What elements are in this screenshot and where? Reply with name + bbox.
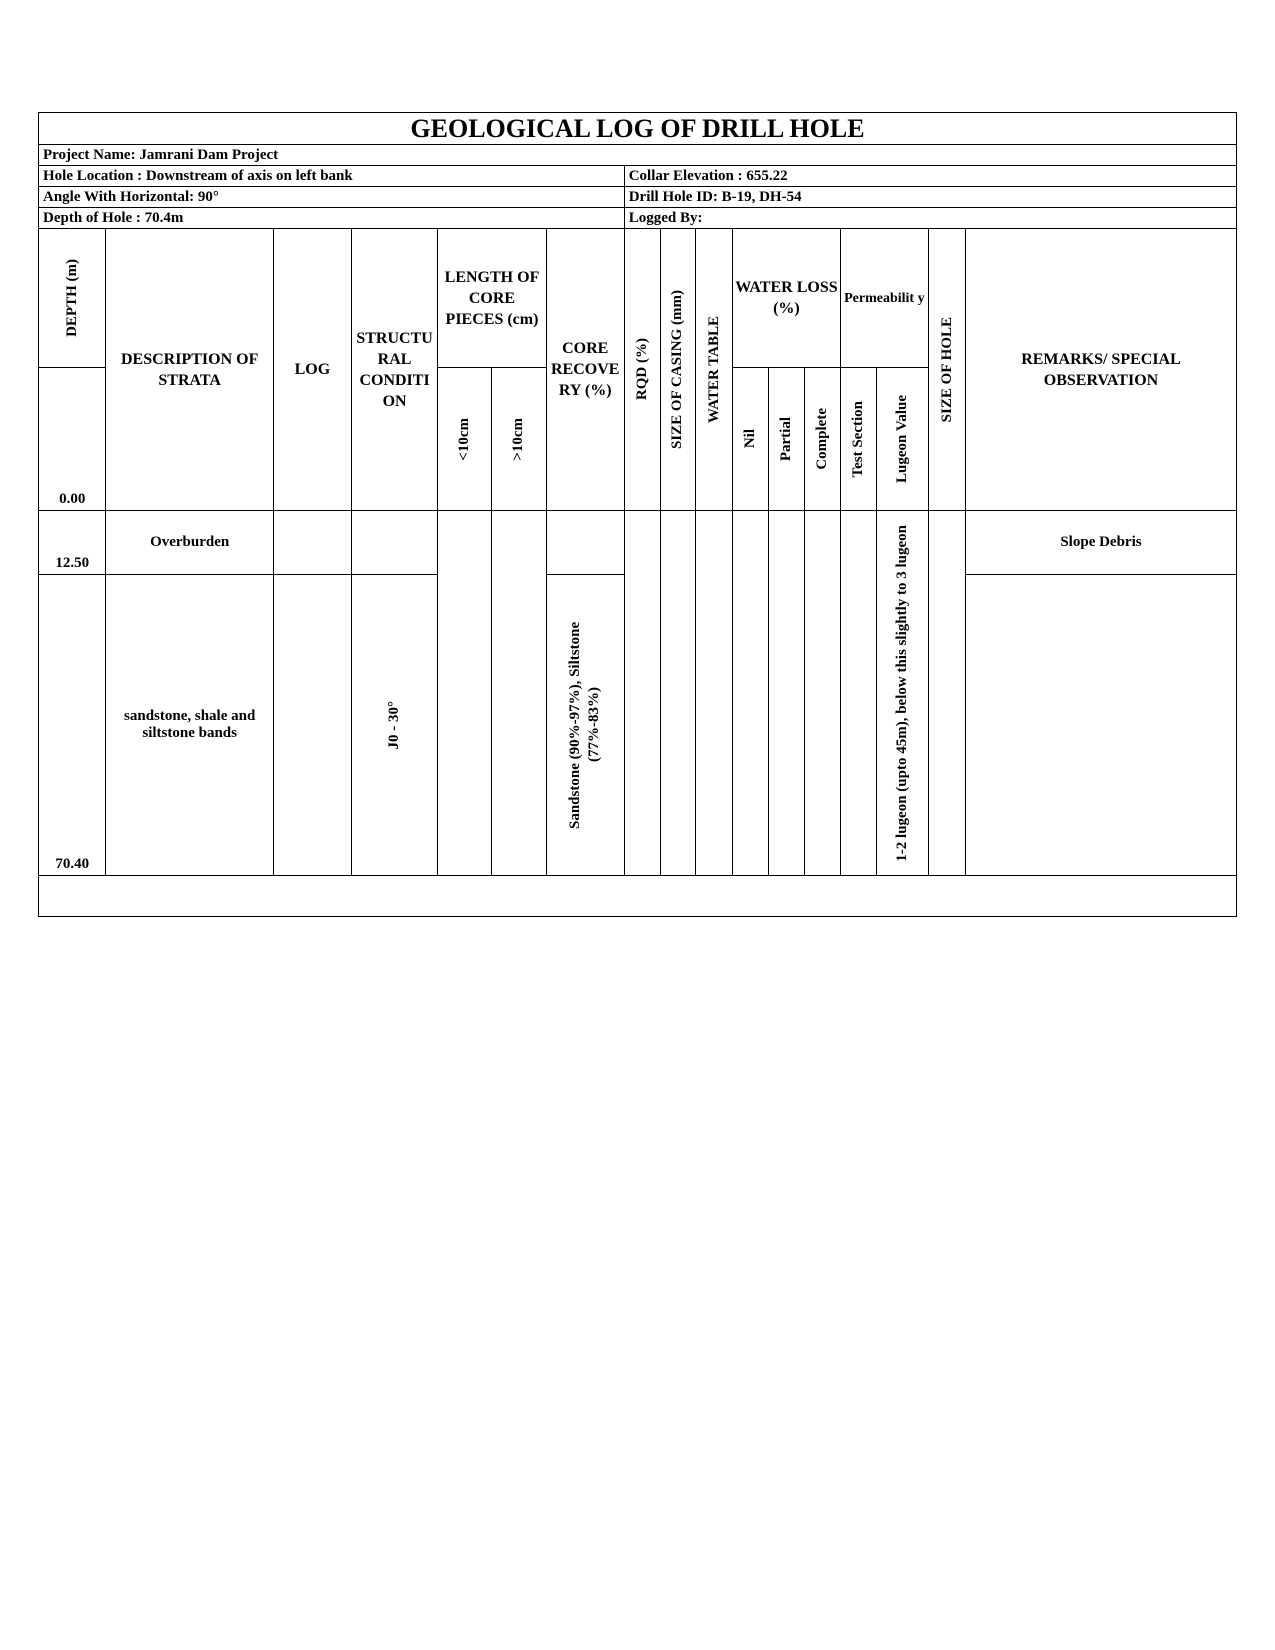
test-section-header	[840, 368, 877, 511]
lt10-header	[438, 368, 492, 511]
log-cell	[273, 575, 351, 876]
permeability-header: Permeabilit y	[840, 229, 928, 368]
structural-condition-value: J0 - 30°	[386, 700, 403, 750]
nil-header-label: Nil	[742, 429, 759, 449]
water-loss-header: WATER LOSS (%)	[733, 229, 840, 368]
logged-by: Logged By:	[624, 208, 1236, 229]
lugeon-value-header-label: Lugeon Value	[894, 395, 911, 483]
angle-with-horizontal: Angle With Horizontal: 90°	[39, 187, 625, 208]
complete-header	[804, 368, 840, 511]
drill-hole-id: Drill Hole ID: B-19, DH-54	[624, 187, 1236, 208]
casing-header	[660, 229, 696, 511]
description-header: DESCRIPTION OF STRATA	[106, 229, 274, 511]
page-title: GEOLOGICAL LOG OF DRILL HOLE	[39, 113, 1237, 145]
gt10-header-label: >10cm	[510, 417, 527, 461]
lt10-header-label: <10cm	[456, 417, 473, 461]
remarks-header: REMARKS/ SPECIAL OBSERVATION	[965, 229, 1236, 511]
log-cell	[273, 511, 351, 575]
size-of-hole-cell	[929, 511, 966, 876]
drill-log-table	[38, 112, 1237, 917]
partial-header	[769, 368, 805, 511]
test-section-cell	[840, 511, 877, 876]
core-recovery-cell	[546, 575, 624, 876]
complete-cell	[804, 511, 840, 876]
collar-elevation: Collar Elevation : 655.22	[624, 166, 1236, 187]
test-section-header-label: Test Section	[850, 400, 867, 478]
remarks-cell	[965, 575, 1236, 876]
water-table-header-label: WATER TABLE	[705, 315, 722, 424]
size-of-hole-header-label: SIZE OF HOLE	[938, 316, 955, 423]
lugeon-value-cell	[877, 511, 929, 876]
partial-cell	[769, 511, 805, 876]
hole-location: Hole Location : Downstream of axis on left bank	[39, 166, 625, 187]
partial-header-label: Partial	[777, 416, 794, 462]
depth-header-label: DEPTH (m)	[63, 259, 80, 337]
casing-header-label: SIZE OF CASING (mm)	[669, 289, 686, 450]
log-header: LOG	[273, 229, 351, 511]
structural-condition-header: STRUCTU RAL CONDITI ON	[351, 229, 437, 511]
structural-cell	[351, 511, 437, 575]
lugeon-note: 1-2 lugeon (upto 45m), below this slightly to 3 lugeon	[894, 524, 911, 862]
strata-description: sandstone, shale and siltstone bands	[106, 575, 274, 876]
structural-cell	[351, 575, 437, 876]
rqd-header	[624, 229, 660, 511]
footer-empty-row	[39, 876, 1237, 917]
nil-cell	[733, 511, 769, 876]
casing-cell	[660, 511, 696, 876]
complete-header-label: Complete	[813, 408, 830, 470]
depth-value: 12.50	[39, 511, 106, 575]
rqd-header-label: RQD (%)	[633, 338, 650, 401]
length-core-pieces-header: LENGTH OF CORE PIECES (cm)	[438, 229, 547, 368]
water-table-cell	[696, 511, 733, 876]
depth-header	[39, 229, 106, 368]
table-row	[39, 511, 1237, 575]
core-recovery-header: CORE RECOVE RY (%)	[546, 229, 624, 511]
strata-description: Overburden	[106, 511, 274, 575]
project-name: Project Name: Jamrani Dam Project	[39, 145, 1237, 166]
core-recovery-cell	[546, 511, 624, 575]
remarks-cell: Slope Debris	[965, 511, 1236, 575]
size-of-hole-header	[929, 229, 966, 511]
core-recovery-value: Sandstone (90%-97%), Siltstone (77%-83%)	[567, 621, 603, 829]
drill-log-sheet	[38, 112, 1237, 917]
water-table-header	[696, 229, 733, 511]
depth-of-hole: Depth of Hole : 70.4m	[39, 208, 625, 229]
gt10-cell	[491, 511, 546, 876]
nil-header	[733, 368, 769, 511]
rqd-cell	[624, 511, 660, 876]
lt10-cell	[438, 511, 492, 876]
lugeon-value-header	[877, 368, 929, 511]
depth-value: 70.40	[39, 575, 106, 876]
gt10-header	[491, 368, 546, 511]
depth-start: 0.00	[39, 368, 106, 511]
